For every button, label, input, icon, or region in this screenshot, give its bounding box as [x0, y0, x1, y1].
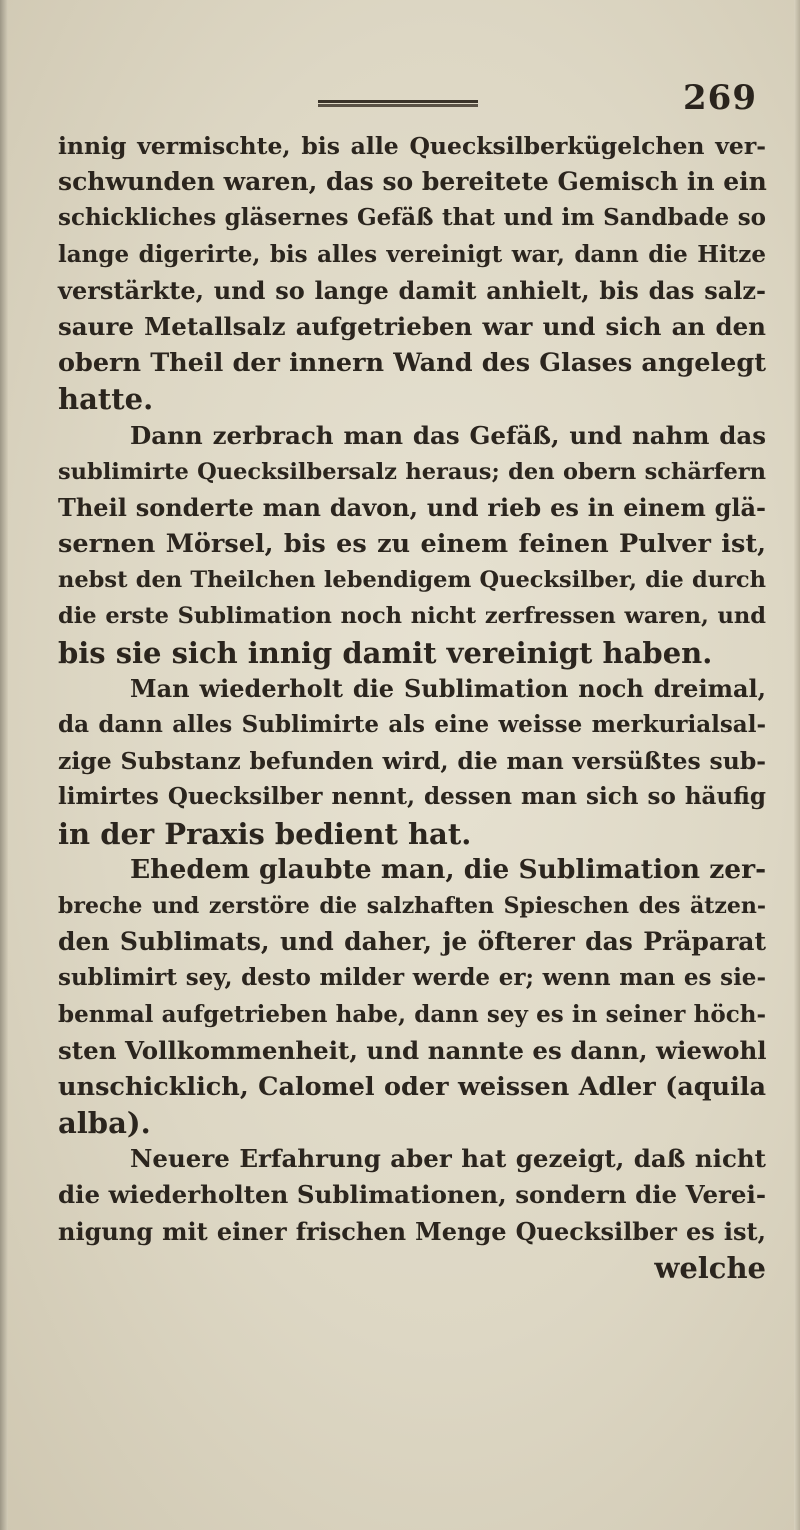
text-line: sernen Mörsel, bis es zu einem feinen Pulver ist, — [58, 529, 766, 560]
text-line: zige Substanz befunden wird, die man versüßtes sub- — [58, 747, 766, 776]
page-number: 269 — [683, 78, 757, 118]
text-line: limirtes Quecksilber nennt, dessen man sich so häufig — [58, 783, 766, 811]
text-line: unschicklich, Calomel oder weissen Adler (aquila — [58, 1071, 766, 1102]
text-line: verstärkte, und so lange damit anhielt, bis das salz- — [58, 275, 766, 305]
text-line: lange digerirte, bis alles vereinigt war, dann die Hitze — [58, 240, 766, 268]
text-line: breche und zerstöre die salzhaften Spieschen des ätzen- — [58, 892, 766, 919]
text-line: sublimirt sey, desto milder werde er; wenn man es sie- — [58, 964, 766, 992]
text-line: sublimirte Quecksilbersalz heraus; den obern schärfern — [58, 458, 766, 485]
text-line: Ehedem glaubte man, die Sublimation zer- — [130, 853, 767, 885]
page-right-edge — [794, 0, 800, 1530]
text-line: Man wiederholt die Sublimation noch dreimal, — [130, 673, 766, 703]
text-line: alba). — [58, 1106, 151, 1141]
text-line: da dann alles Sublimirte als eine weisse merkurialsal- — [58, 711, 766, 738]
catchword: welche — [654, 1250, 766, 1285]
text-line: Theil sonderte man davon, und rieb es in einem glä- — [58, 492, 766, 522]
text-line: schickliches gläsernes Gefäß that und im Sandbade so — [58, 204, 766, 232]
text-line: nebst den Theilchen lebendigem Quecksilber, die durch — [58, 567, 766, 594]
body-text — [58, 128, 766, 1286]
text-line: saure Metallsalz aufgetrieben war und sich an den — [58, 311, 766, 341]
text-line: Dann zerbrach man das Gefäß, und nahm das — [130, 420, 766, 450]
text-line: benmal aufgetrieben habe, dann sey es in seiner höch- — [58, 1000, 766, 1028]
text-line: Neuere Erfahrung aber hat gezeigt, daß nicht — [130, 1144, 766, 1174]
text-line: den Sublimats, und daher, je öfterer das Präparat — [58, 927, 766, 957]
text-line: obern Theil der innern Wand des Glases angelegt — [58, 348, 766, 379]
text-line: innig vermischte, bis alle Quecksilberkügelchen ver- — [58, 132, 766, 160]
text-line: hatte. — [58, 382, 154, 417]
header-rule — [318, 100, 478, 107]
text-line: nigung mit einer frischen Menge Quecksilber es ist, — [58, 1216, 766, 1246]
text-line: bis sie sich innig damit vereinigt haben. — [58, 635, 713, 670]
text-line: in der Praxis bedient hat. — [58, 816, 472, 851]
text-line: die erste Sublimation noch nicht zerfressen waren, und — [58, 603, 766, 630]
text-line: schwunden waren, das so bereitete Gemisch in ein — [58, 167, 767, 197]
text-line: sten Vollkommenheit, und nannte es dann, wiewohl — [58, 1035, 767, 1065]
text-line: die wiederholten Sublimationen, sondern die Verei- — [58, 1180, 766, 1210]
page-left-edge — [0, 0, 8, 1530]
